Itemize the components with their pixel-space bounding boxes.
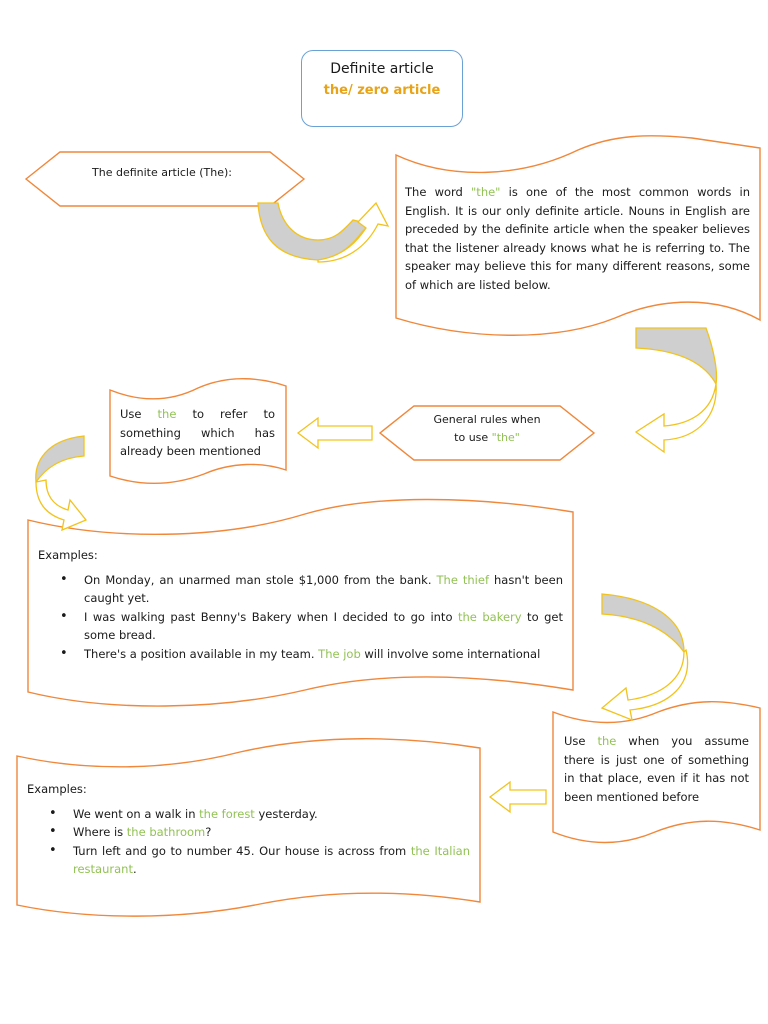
hex-definite-label: The definite article (The):: [92, 166, 232, 179]
examples1-list: [38, 571, 563, 664]
straight-arrow-1: [298, 418, 372, 448]
list-item: • Turn left and go to number 45. Our house is across from the Italian restaurant.: [73, 842, 470, 879]
hex-rules-line2: to use "the": [454, 431, 520, 444]
hex-rules-line1: General rules when: [433, 413, 541, 426]
list-item: • There's a position available in my team. The job will involve some international: [84, 645, 563, 664]
title-box: [301, 50, 463, 127]
title-main: Definite article: [330, 61, 434, 77]
list-item: • We went on a walk in the forest yesterday.: [73, 805, 470, 824]
curved-arrow-4: [602, 594, 688, 720]
list-item: • On Monday, an unarmed man stole $1,000 from the bank. The thief hasn't been caught yet.: [84, 571, 563, 608]
intro-paragraph: [405, 183, 750, 294]
curved-arrow-1: [258, 203, 388, 262]
rule1-highlight: the: [157, 407, 177, 421]
straight-arrow-2: [490, 782, 546, 812]
list-item: • Where is the bathroom?: [73, 823, 470, 842]
rule2-highlight: the: [597, 734, 617, 748]
list-item: • I was walking past Benny's Bakery when I decided to go into the bakery to get some bread.: [84, 608, 563, 645]
examples1-heading: Examples:: [38, 548, 98, 562]
examples2-block: [27, 780, 470, 879]
examples2-heading: Examples:: [27, 782, 87, 796]
title-sub: the/ zero article: [323, 83, 441, 98]
intro-pre: The word: [405, 185, 472, 199]
intro-post: is one of the most common words in English. It is our only definite article. Nouns in English are preceded by the definite article when the speaker believes that the listener already knows what he is referring to. The speaker may believe this for many different reasons, some of which are listed below.: [405, 185, 751, 292]
curved-arrow-3: [36, 436, 86, 530]
intro-highlight: "the": [471, 185, 501, 199]
rule1-text: Use the to refer to something which has already been mentioned: [120, 407, 276, 458]
examples2-list: [27, 805, 470, 879]
hex-rules-label: [414, 411, 560, 447]
examples1-block: [38, 546, 563, 663]
hex-rules-highlight: "the": [491, 431, 520, 444]
rule2-text: Use the when you assume there is just one of something in that place, even if it has not been mentioned before: [564, 734, 749, 804]
curved-arrow-2: [636, 328, 717, 452]
